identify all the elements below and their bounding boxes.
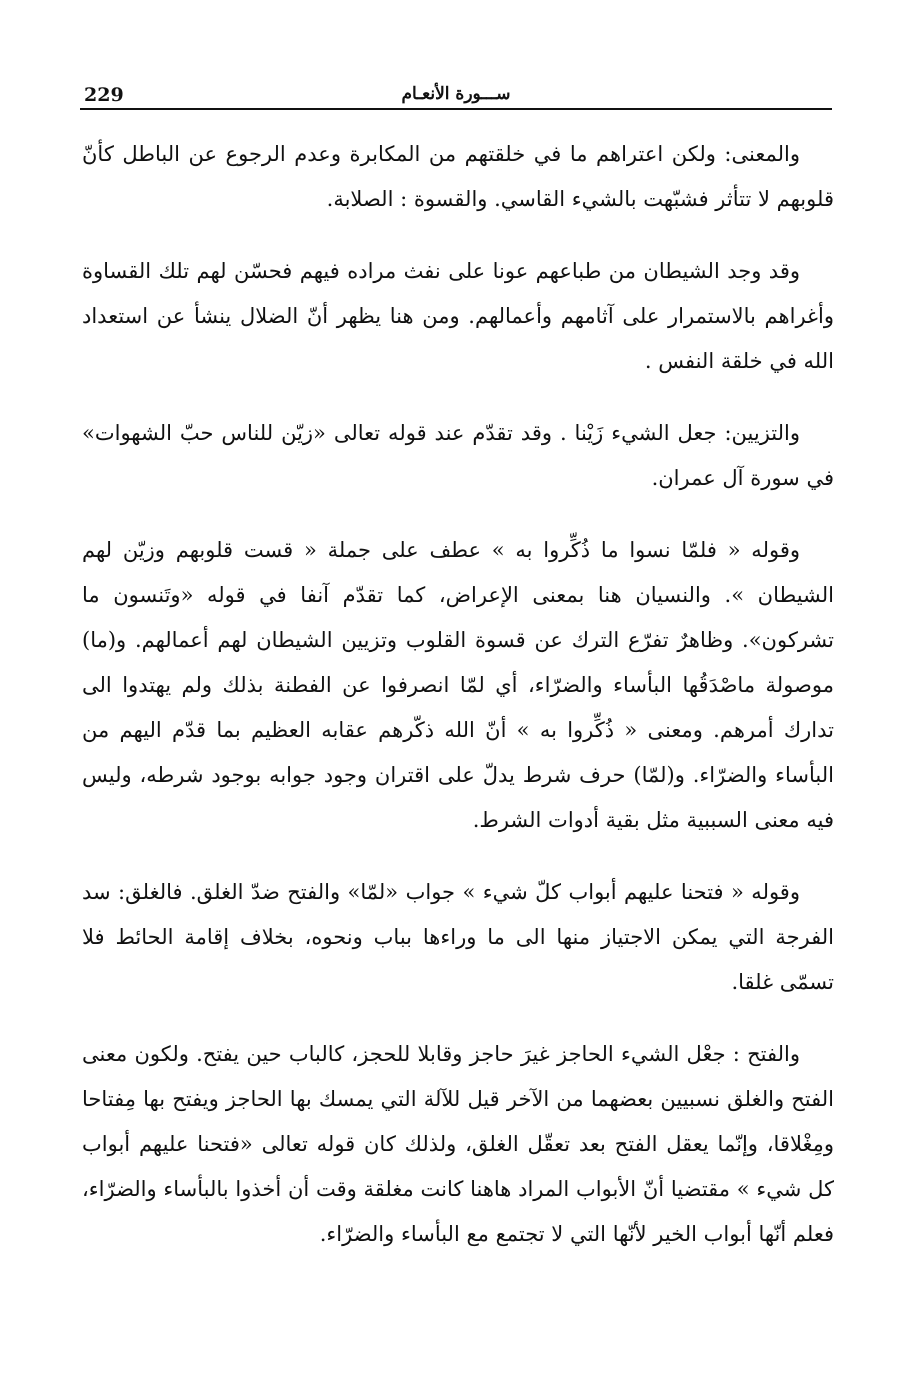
paragraph-2: وقد وجد الشيطان من طباعهم عونا على نفث مراده فيهم فحسّن لهم تلك القساوة وأغراهم بالاستمرار على آثامهم وأعمالهم. ومن هنا يظهر أنّ الضلال ينشأ عن استعداد الله في خلقة النفس . [82,259,834,373]
page-number: 229 [84,84,124,106]
paragraph-1: والمعنى: ولكن اعتراهم ما في خلقتهم من المكابرة وعدم الرجوع عن الباطل كأنّ قلوبهم لا تتأثر فشبّهت بالشيء القاسي. والقسوة : الصلابة. [82,142,834,211]
paragraph-6: والفتح : جعْل الشيء الحاجز غيرَ حاجز وقابلا للحجز، كالباب حين يفتح. ولكون معنى الفتح والغلق نسبيين بعضهما من الآخر قيل للآلة التي يمسك بها الحاجز ويفتح بها مِفتاحا ومِغْلاقا، وإنّما يعقل الفتح بعد تعقّل الغلق، ولذلك كان قوله تعالى «فتحنا عليهم أبواب كل شيء » مقتضيا أنّ الأبواب المراد هاهنا كانت مغلقة وقت أن أخذوا بالبأساء والضرّاء، فعلم أنّها أبواب الخير لأنّها التي لا تجتمع مع البأساء والضرّاء. [82,1042,834,1246]
header-rule [80,108,832,110]
paragraph-3: والتزيين: جعل الشيء زَيْنا . وقد تقدّم عند قوله تعالى «زيّن للناس حبّ الشهوات» في سورة آل عمران. [82,421,834,490]
running-title: ســـورة الأنعـام [401,84,511,104]
page-body [82,132,834,1284]
paragraph-4: وقوله « فلمّا نسوا ما ذُكِّروا به » عطف على جملة « قست قلوبهم وزيّن لهم الشيطان ». والنسيان هنا بمعنى الإعراض، كما تقدّم آنفا في قوله «وتَنسون ما تشركون». وظاهرٌ تفرّع الترك عن قسوة القلوب وتزيين الشيطان لهم أعمالهم. و(ما) موصولة ماصْدَقُها البأساء والضرّاء، أي لمّا انصرفوا عن الفطنة بذلك ولم يهتدوا الى تدارك أمرهم. ومعنى « ذُكِّروا به » أنّ الله ذكّرهم عقابه العظيم بما قدّم اليهم من البأساء والضرّاء. و(لمّا) حرف شرط يدلّ على اقتران وجود جوابه بوجود شرطه، وليس فيه معنى السببية مثل بقية أدوات الشرط. [82,538,834,832]
page-header [80,78,832,108]
paragraph-5: وقوله « فتحنا عليهم أبواب كلّ شيء » جواب «لمّا» والفتح ضدّ الغلق. فالغلق: سد الفرجة التي يمكن الاجتياز منها الى ما وراءها بباب ونحوه، بخلاف إقامة الحائط فلا تسمّى غلقا. [82,880,834,994]
